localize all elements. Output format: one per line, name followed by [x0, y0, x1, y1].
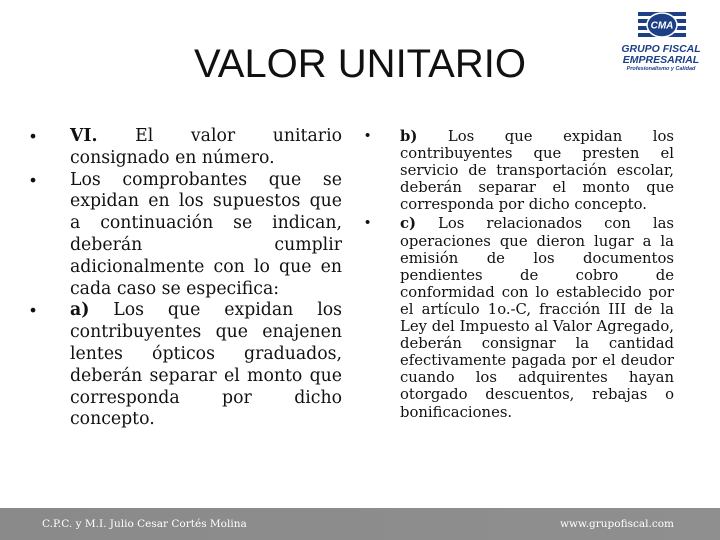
bullet-label: c)	[400, 215, 417, 233]
bullet-item	[30, 170, 342, 301]
logo-tagline: Profesionalismo y Calidad	[626, 66, 696, 72]
bullet-label: a)	[70, 300, 90, 321]
bullet-label: b)	[400, 128, 418, 145]
logo-badge-text: CMA	[650, 20, 674, 32]
footer-bar	[0, 508, 720, 540]
bullet-text: El valor unitario consignado en número.	[70, 126, 342, 168]
logo-name-line2: EMPRESARIAL	[622, 54, 700, 66]
cma-logo-icon	[638, 12, 686, 42]
company-logo	[616, 12, 706, 74]
logo-name-line1: GRUPO FISCAL	[621, 43, 701, 55]
bullet-item	[361, 128, 674, 213]
left-bullet-list	[30, 126, 342, 431]
footer-author: C.P.C. y M.I. Julio Cesar Cortés Molina	[42, 518, 247, 530]
bullet-label: VI.	[70, 126, 98, 146]
bullet-text: Los que expidan los contribuyentes que presten el servicio de transportación escolar, deberán separar el monto que corresponda por dicho concepto.	[400, 128, 674, 214]
bullet-item	[30, 126, 342, 170]
bullet-item	[30, 300, 342, 431]
bullet-text: Los comprobantes que se expidan en los supuestos que a continuación se indican, deberán cumplir adicionalmente con lo que en cada caso se especifica:	[70, 169, 342, 299]
bullet-text: Los que expidan los contribuyentes que enajenen lentes ópticos graduados, deberán separar el monto que corresponda por dicho concepto.	[70, 300, 342, 430]
bullet-text: Los relacionados con las operaciones que dieron lugar a la emisión de los documentos pendientes de cobro de conformidad con lo establecido por el artículo 1o.-C, fracción III de la Ley del Impuesto al Valor Agregado, deberán consignar la cantidad efectivamente pagada por el deudor cuando los adquirentes hayan otorgado descuentos, rebajas o bonificaciones.	[400, 215, 674, 421]
bullet-item	[361, 215, 674, 420]
footer-website-link[interactable]: www.grupofiscal.com	[560, 518, 674, 530]
slide-title: VALOR UNITARIO	[194, 42, 526, 86]
right-bullet-list	[361, 128, 674, 423]
